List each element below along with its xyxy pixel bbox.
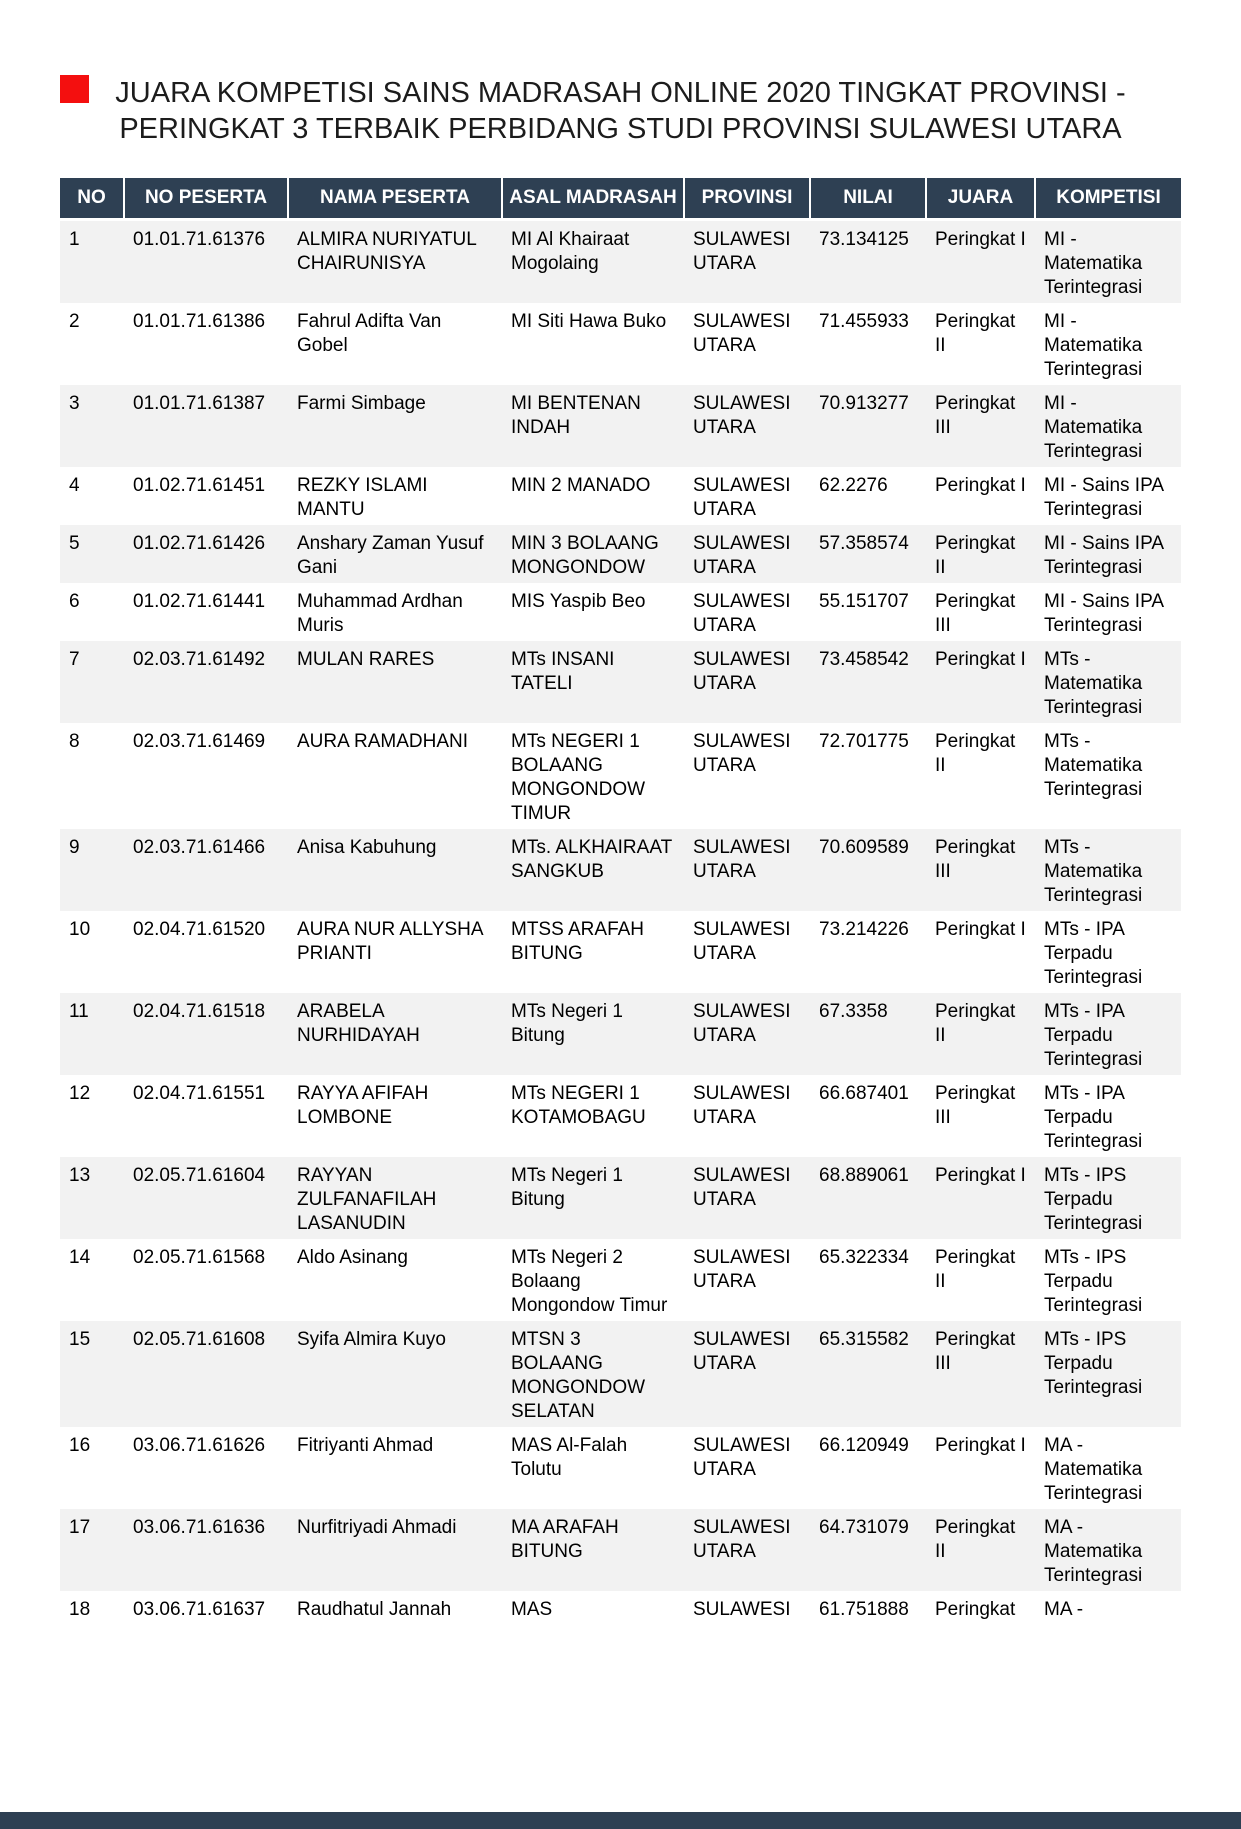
cell-nilai: 68.889061 bbox=[819, 1165, 909, 1186]
table-row bbox=[60, 583, 1181, 641]
cell-asal-madrasah: MTs NEGERI 1 KOTAMOBAGU bbox=[511, 1083, 646, 1128]
cell-nama-peserta: Anshary Zaman Yusuf Gani bbox=[297, 533, 484, 578]
cell-nama-peserta: Anisa Kabuhung bbox=[297, 837, 437, 858]
cell-asal-madrasah: MI Al Khairaat Mogolaing bbox=[511, 229, 630, 274]
cell-no: 4 bbox=[69, 475, 80, 496]
cell-asal-madrasah: MIN 3 BOLAANG MONGONDOW bbox=[511, 533, 659, 578]
cell-nama-peserta: RAYYAN ZULFANAFILAH LASANUDIN bbox=[297, 1165, 437, 1234]
cell-nilai: 55.151707 bbox=[819, 591, 909, 612]
cell-kompetisi: MTs - IPS Terpadu Terintegrasi bbox=[1044, 1329, 1143, 1398]
cell-no-peserta: 03.06.71.61637 bbox=[133, 1599, 266, 1620]
cell-kompetisi: MA - Matematika Terintegrasi bbox=[1044, 1435, 1143, 1504]
cell-kompetisi: MTs - Matematika Terintegrasi bbox=[1044, 649, 1143, 718]
cell-kompetisi: MA - bbox=[1044, 1599, 1084, 1620]
cell-no-peserta: 02.04.71.61518 bbox=[133, 1001, 266, 1022]
cell-asal-madrasah: MTs NEGERI 1 BOLAANG MONGONDOW TIMUR bbox=[511, 731, 646, 824]
cell-nama-peserta: Raudhatul Jannah bbox=[297, 1599, 452, 1620]
cell-juara: Peringkat I bbox=[935, 649, 1026, 670]
cell-juara: Peringkat III bbox=[935, 837, 1016, 882]
table-row bbox=[60, 1509, 1181, 1591]
cell-nilai: 62.2276 bbox=[819, 475, 888, 496]
page-title-line2: PERINGKAT 3 TERBAIK PERBIDANG STUDI PROVINSI SULAWESI UTARA bbox=[119, 113, 1122, 145]
table-header bbox=[60, 178, 1181, 220]
cell-kompetisi: MTs - IPS Terpadu Terintegrasi bbox=[1044, 1165, 1143, 1234]
cell-provinsi: SULAWESI UTARA bbox=[693, 837, 791, 882]
next-page-header-bar bbox=[0, 1812, 1241, 1829]
table-row bbox=[60, 1591, 1181, 1625]
cell-provinsi: SULAWESI UTARA bbox=[693, 229, 791, 274]
cell-asal-madrasah: MI BENTENAN INDAH bbox=[511, 393, 641, 438]
cell-provinsi: SULAWESI UTARA bbox=[693, 311, 791, 356]
cell-provinsi: SULAWESI UTARA bbox=[693, 1001, 791, 1046]
page-title-line1: JUARA KOMPETISI SAINS MADRASAH ONLINE 2020 TINGKAT PROVINSI - bbox=[115, 77, 1126, 109]
table-row bbox=[60, 1427, 1181, 1509]
col-header-no-peserta: NO PESERTA bbox=[124, 178, 288, 220]
cell-juara: Peringkat III bbox=[935, 1329, 1016, 1374]
cell-kompetisi: MTs - IPA Terpadu Terintegrasi bbox=[1044, 1083, 1143, 1152]
cell-no: 11 bbox=[69, 1001, 89, 1022]
cell-no-peserta: 02.05.71.61568 bbox=[133, 1247, 266, 1268]
cell-no-peserta: 01.01.71.61386 bbox=[133, 311, 266, 332]
cell-provinsi: SULAWESI UTARA bbox=[693, 1329, 791, 1374]
cell-kompetisi: MTs - IPS Terpadu Terintegrasi bbox=[1044, 1247, 1143, 1316]
table-row bbox=[60, 911, 1181, 993]
cell-juara: Peringkat II bbox=[935, 533, 1016, 578]
cell-provinsi: SULAWESI UTARA bbox=[693, 475, 791, 520]
cell-nama-peserta: REZKY ISLAMI MANTU bbox=[297, 475, 428, 520]
cell-juara: Peringkat I bbox=[935, 919, 1026, 940]
cell-asal-madrasah: MIS Yaspib Beo bbox=[511, 591, 646, 612]
cell-asal-madrasah: MTs Negeri 2 Bolaang Mongondow Timur bbox=[511, 1247, 668, 1316]
table-row bbox=[60, 829, 1181, 911]
cell-juara: Peringkat II bbox=[935, 1001, 1016, 1046]
cell-juara: Peringkat I bbox=[935, 475, 1026, 496]
cell-no-peserta: 03.06.71.61626 bbox=[133, 1435, 266, 1456]
cell-no: 10 bbox=[69, 919, 91, 940]
cell-no-peserta: 02.03.71.61469 bbox=[133, 731, 266, 752]
results-table bbox=[60, 178, 1181, 1625]
cell-juara: Peringkat III bbox=[935, 591, 1016, 636]
cell-asal-madrasah: MAS Al-Falah Tolutu bbox=[511, 1435, 628, 1480]
cell-no: 5 bbox=[69, 533, 80, 554]
cell-kompetisi: MTs - Matematika Terintegrasi bbox=[1044, 837, 1143, 906]
cell-no: 13 bbox=[69, 1165, 91, 1186]
cell-no-peserta: 02.03.71.61466 bbox=[133, 837, 266, 858]
cell-nama-peserta: ALMIRA NURIYATUL CHAIRUNISYA bbox=[297, 229, 477, 274]
table-row bbox=[60, 303, 1181, 385]
cell-no-peserta: 01.02.71.61451 bbox=[133, 475, 266, 496]
cell-kompetisi: MTs - IPA Terpadu Terintegrasi bbox=[1044, 1001, 1143, 1070]
red-marker bbox=[60, 75, 89, 103]
table-row bbox=[60, 723, 1181, 829]
cell-kompetisi: MI - Matematika Terintegrasi bbox=[1044, 393, 1143, 462]
cell-nilai: 65.315582 bbox=[819, 1329, 909, 1350]
cell-provinsi: SULAWESI UTARA bbox=[693, 1083, 791, 1128]
cell-no-peserta: 02.04.71.61520 bbox=[133, 919, 266, 940]
col-header-no: NO bbox=[60, 178, 124, 220]
table-header-row bbox=[60, 178, 1181, 220]
cell-nilai: 73.458542 bbox=[819, 649, 909, 670]
cell-nilai: 66.687401 bbox=[819, 1083, 909, 1104]
col-header-kompetisi: KOMPETISI bbox=[1035, 178, 1181, 220]
cell-juara: Peringkat I bbox=[935, 1165, 1026, 1186]
cell-provinsi: SULAWESI UTARA bbox=[693, 591, 791, 636]
table-body bbox=[60, 220, 1181, 1626]
cell-juara: Peringkat III bbox=[935, 393, 1016, 438]
cell-asal-madrasah: MTSS ARAFAH BITUNG bbox=[511, 919, 645, 964]
table-row bbox=[60, 641, 1181, 723]
cell-no: 16 bbox=[69, 1435, 91, 1456]
cell-no-peserta: 01.01.71.61387 bbox=[133, 393, 266, 414]
cell-no: 9 bbox=[69, 837, 80, 858]
table-row bbox=[60, 1075, 1181, 1157]
cell-nilai: 65.322334 bbox=[819, 1247, 909, 1268]
cell-kompetisi: MI - Matematika Terintegrasi bbox=[1044, 229, 1143, 298]
table-row bbox=[60, 525, 1181, 583]
cell-no: 3 bbox=[69, 393, 80, 414]
page-title bbox=[60, 75, 1181, 147]
col-header-provinsi: PROVINSI bbox=[684, 178, 810, 220]
cell-asal-madrasah: MI Siti Hawa Buko bbox=[511, 311, 667, 332]
cell-kompetisi: MI - Sains IPA Terintegrasi bbox=[1044, 475, 1163, 520]
cell-nilai: 70.913277 bbox=[819, 393, 909, 414]
cell-kompetisi: MI - Matematika Terintegrasi bbox=[1044, 311, 1143, 380]
cell-nama-peserta: AURA NUR ALLYSHA PRIANTI bbox=[297, 919, 483, 964]
cell-nama-peserta: Nurfitriyadi Ahmadi bbox=[297, 1517, 457, 1538]
cell-juara: Peringkat bbox=[935, 1599, 1016, 1620]
cell-nilai: 66.120949 bbox=[819, 1435, 909, 1456]
cell-juara: Peringkat II bbox=[935, 311, 1016, 356]
cell-kompetisi: MTs - Matematika Terintegrasi bbox=[1044, 731, 1143, 800]
cell-nilai: 67.3358 bbox=[819, 1001, 888, 1022]
cell-no: 2 bbox=[69, 311, 80, 332]
cell-asal-madrasah: MAS bbox=[511, 1599, 553, 1620]
cell-no-peserta: 02.04.71.61551 bbox=[133, 1083, 266, 1104]
cell-nama-peserta: Muhammad Ardhan Muris bbox=[297, 591, 463, 636]
cell-asal-madrasah: MTSN 3 BOLAANG MONGONDOW SELATAN bbox=[511, 1329, 646, 1422]
cell-nama-peserta: Fitriyanti Ahmad bbox=[297, 1435, 434, 1456]
cell-nama-peserta: MULAN RARES bbox=[297, 649, 435, 670]
cell-nama-peserta: Fahrul Adifta Van Gobel bbox=[297, 311, 442, 356]
cell-kompetisi: MI - Sains IPA Terintegrasi bbox=[1044, 591, 1163, 636]
cell-juara: Peringkat II bbox=[935, 1247, 1016, 1292]
cell-no: 12 bbox=[69, 1083, 91, 1104]
cell-nilai: 71.455933 bbox=[819, 311, 909, 332]
cell-provinsi: SULAWESI UTARA bbox=[693, 1247, 791, 1292]
cell-nilai: 64.731079 bbox=[819, 1517, 909, 1538]
cell-juara: Peringkat I bbox=[935, 229, 1026, 250]
cell-provinsi: SULAWESI UTARA bbox=[693, 1435, 791, 1480]
cell-kompetisi: MI - Sains IPA Terintegrasi bbox=[1044, 533, 1163, 578]
cell-no: 6 bbox=[69, 591, 80, 612]
cell-nama-peserta: Aldo Asinang bbox=[297, 1247, 408, 1268]
cell-provinsi: SULAWESI UTARA bbox=[693, 731, 791, 776]
cell-nama-peserta: Syifa Almira Kuyo bbox=[297, 1329, 446, 1350]
cell-no-peserta: 02.03.71.61492 bbox=[133, 649, 266, 670]
cell-provinsi: SULAWESI UTARA bbox=[693, 533, 791, 578]
col-header-nama-peserta: NAMA PESERTA bbox=[288, 178, 502, 220]
cell-nama-peserta: RAYYA AFIFAH LOMBONE bbox=[297, 1083, 429, 1128]
cell-juara: Peringkat I bbox=[935, 1435, 1026, 1456]
cell-kompetisi: MTs - IPA Terpadu Terintegrasi bbox=[1044, 919, 1143, 988]
table-row bbox=[60, 1239, 1181, 1321]
cell-asal-madrasah: MTs Negeri 1 Bitung bbox=[511, 1165, 623, 1210]
cell-provinsi: SULAWESI UTARA bbox=[693, 919, 791, 964]
cell-no-peserta: 02.05.71.61608 bbox=[133, 1329, 266, 1350]
cell-asal-madrasah: MTs INSANI TATELI bbox=[511, 649, 615, 694]
cell-kompetisi: MA - Matematika Terintegrasi bbox=[1044, 1517, 1143, 1586]
table-row bbox=[60, 220, 1181, 304]
table-row bbox=[60, 1321, 1181, 1427]
cell-nama-peserta: AURA RAMADHANI bbox=[297, 731, 469, 752]
col-header-asal-madrasah: ASAL MADRASAH bbox=[502, 178, 684, 220]
cell-no-peserta: 01.02.71.61426 bbox=[133, 533, 266, 554]
cell-juara: Peringkat II bbox=[935, 731, 1016, 776]
cell-provinsi: SULAWESI UTARA bbox=[693, 1517, 791, 1562]
cell-no: 7 bbox=[69, 649, 80, 670]
table-row bbox=[60, 385, 1181, 467]
col-header-nilai: NILAI bbox=[810, 178, 926, 220]
col-header-juara: JUARA bbox=[926, 178, 1035, 220]
cell-nilai: 61.751888 bbox=[819, 1599, 909, 1620]
cell-provinsi: SULAWESI UTARA bbox=[693, 1165, 791, 1210]
cell-no: 8 bbox=[69, 731, 80, 752]
cell-no: 1 bbox=[69, 229, 80, 250]
table-row bbox=[60, 467, 1181, 525]
cell-provinsi: SULAWESI bbox=[693, 1599, 791, 1620]
cell-provinsi: SULAWESI UTARA bbox=[693, 649, 791, 694]
cell-nama-peserta: Farmi Simbage bbox=[297, 393, 426, 414]
cell-no: 15 bbox=[69, 1329, 91, 1350]
cell-nilai: 57.358574 bbox=[819, 533, 909, 554]
cell-asal-madrasah: MTs Negeri 1 Bitung bbox=[511, 1001, 623, 1046]
cell-no-peserta: 02.05.71.61604 bbox=[133, 1165, 266, 1186]
cell-nilai: 73.214226 bbox=[819, 919, 909, 940]
cell-nilai: 73.134125 bbox=[819, 229, 909, 250]
table-row bbox=[60, 1157, 1181, 1239]
cell-no-peserta: 01.01.71.61376 bbox=[133, 229, 266, 250]
cell-no-peserta: 01.02.71.61441 bbox=[133, 591, 266, 612]
cell-juara: Peringkat III bbox=[935, 1083, 1016, 1128]
cell-no: 18 bbox=[69, 1599, 91, 1620]
cell-nilai: 72.701775 bbox=[819, 731, 909, 752]
cell-provinsi: SULAWESI UTARA bbox=[693, 393, 791, 438]
table-row bbox=[60, 993, 1181, 1075]
cell-nama-peserta: ARABELA NURHIDAYAH bbox=[297, 1001, 420, 1046]
cell-no-peserta: 03.06.71.61636 bbox=[133, 1517, 266, 1538]
cell-asal-madrasah: MIN 2 MANADO bbox=[511, 475, 651, 496]
cell-juara: Peringkat II bbox=[935, 1517, 1016, 1562]
cell-no: 14 bbox=[69, 1247, 91, 1268]
cell-nilai: 70.609589 bbox=[819, 837, 909, 858]
cell-no: 17 bbox=[69, 1517, 91, 1538]
cell-asal-madrasah: MA ARAFAH BITUNG bbox=[511, 1517, 619, 1562]
cell-asal-madrasah: MTs. ALKHAIRAAT SANGKUB bbox=[511, 837, 672, 882]
